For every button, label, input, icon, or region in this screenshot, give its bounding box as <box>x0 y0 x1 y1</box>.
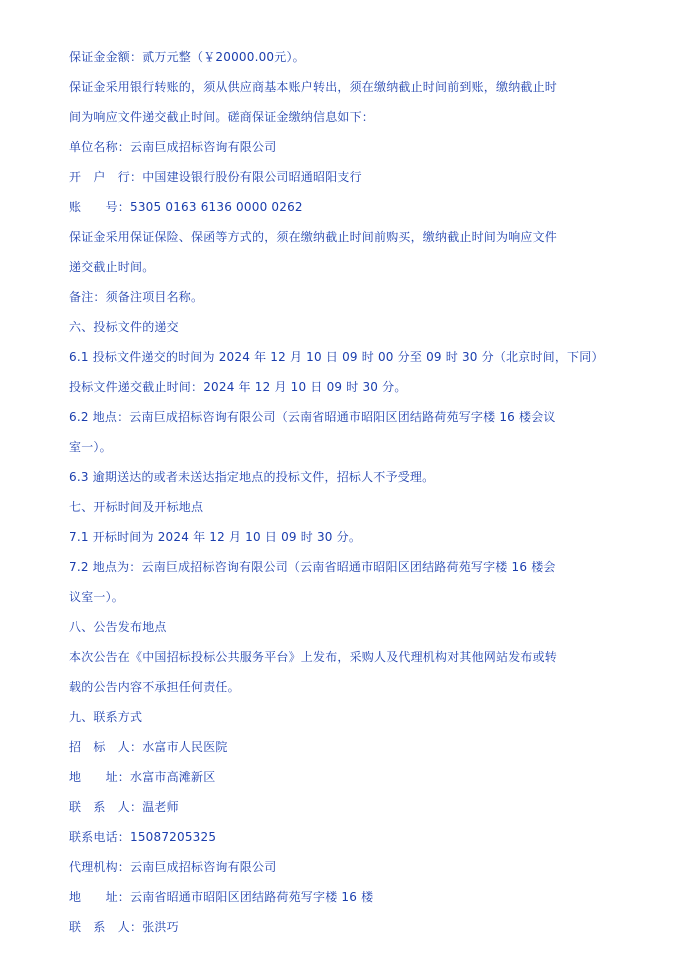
deposit-guarantee-text-2: 递交截止时间。 <box>69 260 155 274</box>
tenderer-phone: 联系电话：15087205325 <box>69 830 217 844</box>
deposit-transfer-text-1: 保证金采用银行转账的，须从供应商基本账户转出，须在缴纳截止时间前到账，缴纳截止时 <box>69 80 558 94</box>
section-heading-submission: 六、投标文件的递交 <box>69 320 179 334</box>
agency: 代理机构：云南巨成招标咨询有限公司 <box>69 860 277 874</box>
opening-location-2: 议室一）。 <box>69 590 125 604</box>
tenderer-contact: 联 系 人：温老师 <box>69 800 179 814</box>
publication-text-2: 载的公告内容不承担任何责任。 <box>69 680 240 694</box>
opening-location-1: 7.2 地点为：云南巨成招标咨询有限公司（云南省昭通市昭阳区团结路荷苑写字楼 16 楼会 <box>69 560 556 574</box>
submission-deadline: 投标文件递交截止时间：2024 年 12 月 10 日 09 时 30 分。 <box>69 380 407 394</box>
agency-address: 地 址：云南省昭通市昭阳区团结路荷苑写字楼 16 楼 <box>69 890 374 904</box>
section-heading-opening: 七、开标时间及开标地点 <box>69 500 204 514</box>
section-heading-contact: 九、联系方式 <box>69 710 143 724</box>
tenderer: 招 标 人：水富市人民医院 <box>69 740 228 754</box>
submission-location-2: 室一）。 <box>69 440 112 454</box>
submission-location-1: 6.2 地点：云南巨成招标咨询有限公司（云南省昭通市昭阳区团结路荷苑写字楼 16 楼会议 <box>69 410 556 424</box>
account-bank: 开 户 行：中国建设银行股份有限公司昭通昭阳支行 <box>69 170 362 184</box>
account-number: 账 号：5305 0163 6136 0000 0262 <box>69 200 303 214</box>
section-heading-publication: 八、公告发布地点 <box>69 620 167 634</box>
opening-time: 7.1 开标时间为 2024 年 12 月 10 日 09 时 30 分。 <box>69 530 362 544</box>
submission-time: 6.1 投标文件递交的时间为 2024 年 12 月 10 日 09 时 00 分至 09 时 30 分（北京时间，下同） <box>69 350 604 364</box>
publication-text-1: 本次公告在《中国招标投标公共服务平台》上发布，采购人及代理机构对其他网站发布或转 <box>69 650 558 664</box>
deposit-amount: 保证金金额：贰万元整（￥20000.00元）。 <box>69 50 305 64</box>
late-submission-note: 6.3 逾期送达的或者未送达指定地点的投标文件，招标人不予受理。 <box>69 470 435 484</box>
remark: 备注：须备注项目名称。 <box>69 290 204 304</box>
deposit-guarantee-text-1: 保证金采用保证保险、保函等方式的，须在缴纳截止时间前购买，缴纳截止时间为响应文件 <box>69 230 558 244</box>
account-unit-name: 单位名称：云南巨成招标咨询有限公司 <box>69 140 277 154</box>
agency-contact: 联 系 人：张洪巧 <box>69 920 179 934</box>
document-page <box>69 49 609 949</box>
tenderer-address: 地 址：水富市高滩新区 <box>69 770 216 784</box>
deposit-transfer-text-2: 间为响应文件递交截止时间。磋商保证金缴纳信息如下： <box>69 110 375 124</box>
